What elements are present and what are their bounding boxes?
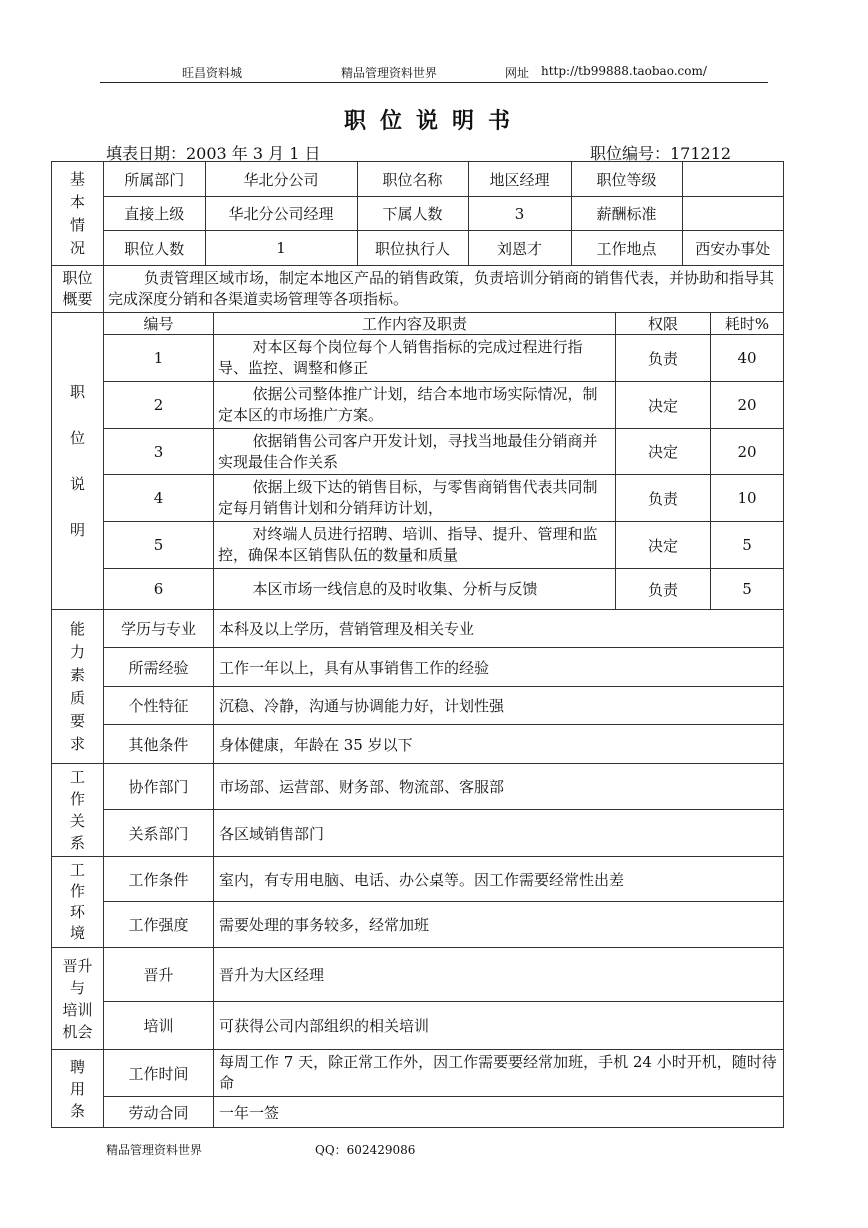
- duty-authority: 决定: [616, 429, 711, 475]
- basic-label: 职位人数: [104, 231, 205, 265]
- duty-row: [52, 475, 784, 522]
- section-duties: 职位说明: [52, 313, 104, 610]
- basic-label: 直接上级: [104, 197, 205, 230]
- duty-content: 依据公司整体推广计划，结合本地市场实际情况，制定本区的市场推广方案。: [214, 382, 616, 429]
- basic-value: 刘恩才: [468, 231, 571, 265]
- duties-header-no: 编号: [104, 313, 214, 335]
- environment-row: [52, 902, 784, 948]
- environment-value: 需要处理的事务较多，经常加班: [214, 902, 784, 948]
- relations-label: 关系部门: [104, 810, 214, 857]
- ability-label: 学历与专业: [104, 610, 214, 648]
- duty-row: [52, 335, 784, 382]
- duty-time: 5: [711, 522, 784, 569]
- employment-row: [52, 1097, 784, 1128]
- ability-row: [52, 687, 784, 725]
- ability-label: 所需经验: [104, 648, 214, 687]
- basic-label: 职位名称: [357, 162, 468, 196]
- employment-value: 每周工作 7 天，除正常工作外，因工作需要要经常加班，手机 24 小时开机，随时待命: [214, 1050, 784, 1097]
- duty-authority: 决定: [616, 382, 711, 429]
- duty-content: 对终端人员进行招聘、培训、指导、提升、管理和监控，确保本区销售队伍的数量和质量: [214, 522, 616, 569]
- duties-header-time: 耗时%: [711, 313, 784, 335]
- ability-value: 本科及以上学历，营销管理及相关专业: [214, 610, 784, 648]
- duty-number: 2: [104, 382, 214, 429]
- promotion-row: [52, 948, 784, 1002]
- duty-content: 依据上级下达的销售目标，与零售商销售代表共同制定每月销售计划和分销拜访计划，: [214, 475, 616, 522]
- duty-content: 依据销售公司客户开发计划，寻找当地最佳分销商并实现最佳合作关系: [214, 429, 616, 475]
- relations-row: [52, 764, 784, 810]
- ability-row: [52, 725, 784, 764]
- relations-value: 各区域销售部门: [214, 810, 784, 857]
- basic-label: 下属人数: [357, 197, 468, 230]
- header-shop-name: 旺昌资料城: [182, 66, 243, 80]
- relations-value: 市场部、运营部、财务部、物流部、客服部: [214, 764, 784, 810]
- duty-number: 3: [104, 429, 214, 475]
- basic-label: 职位执行人: [357, 231, 468, 265]
- duty-authority: 负责: [616, 569, 711, 610]
- basic-row: [52, 197, 784, 231]
- promotion-label: 晋升: [104, 948, 214, 1002]
- section-relations: 工作关系: [52, 764, 104, 857]
- duty-number: 4: [104, 475, 214, 522]
- duty-time: 10: [711, 475, 784, 522]
- environment-label: 工作强度: [104, 902, 214, 948]
- basic-value: [682, 197, 783, 230]
- employment-row: [52, 1050, 784, 1097]
- duty-row: [52, 522, 784, 569]
- basic-value: 华北分公司经理: [205, 197, 357, 230]
- duty-content: 对本区每个岗位每个人销售指标的完成过程进行指导、监控、调整和修正: [214, 335, 616, 382]
- ability-label: 其他条件: [104, 725, 214, 764]
- ability-row: [52, 648, 784, 687]
- duty-number: 5: [104, 522, 214, 569]
- basic-row: [52, 231, 784, 266]
- basic-value: 华北分公司: [205, 162, 357, 196]
- basic-label: 所属部门: [104, 162, 205, 196]
- relations-label: 协作部门: [104, 764, 214, 810]
- section-promotion: 晋升 与 培训 机会: [52, 948, 104, 1050]
- basic-value: 3: [468, 197, 571, 230]
- header-store-name: 精品管理资料世界: [341, 66, 438, 80]
- employment-label: 工作时间: [104, 1050, 214, 1097]
- environment-value: 室内，有专用电脑、电话、办公桌等。因工作需要经常性出差: [214, 857, 784, 902]
- promotion-row: [52, 1002, 784, 1050]
- duty-time: 5: [711, 569, 784, 610]
- ability-row: [52, 610, 784, 648]
- duty-authority: 负责: [616, 475, 711, 522]
- section-basic: 基本情况: [52, 162, 104, 266]
- page-header: [100, 62, 768, 83]
- summary-text: 负责管理区域市场，制定本地区产品的销售政策，负责培训分销商的销售代表，并协助和指导其完成深度分销和各渠道卖场管理等各项指标。: [104, 266, 784, 313]
- basic-value: 西安办事处: [695, 239, 771, 258]
- duty-number: 6: [104, 569, 214, 610]
- summary-row: [52, 266, 784, 313]
- training-value: 可获得公司内部组织的相关培训: [214, 1002, 784, 1050]
- employment-value: 一年一签: [214, 1097, 784, 1128]
- promotion-value: 晋升为大区经理: [214, 948, 784, 1002]
- duties-header-authority: 权限: [616, 313, 711, 335]
- duty-authority: 负责: [616, 335, 711, 382]
- basic-label: 薪酬标准: [571, 197, 682, 230]
- position-code: 职位编号：171212: [590, 144, 732, 163]
- header-site-url[interactable]: http://tb99888.taobao.com/: [541, 64, 707, 78]
- relations-row: [52, 810, 784, 857]
- training-label: 培训: [104, 1002, 214, 1050]
- section-employment: 聘用条: [52, 1050, 104, 1128]
- header-site-label: 网址: [505, 66, 530, 80]
- duty-content: 本区市场一线信息的及时收集、分析与反馈: [214, 569, 616, 610]
- fill-date: 填表日期：2003 年 3 月 1 日: [106, 144, 321, 163]
- duty-time: 20: [711, 382, 784, 429]
- duty-row: [52, 382, 784, 429]
- basic-label: 职位等级: [571, 162, 682, 196]
- ability-value: 沉稳、冷静，沟通与协调能力好，计划性强: [214, 687, 784, 725]
- duties-header-content: 工作内容及职责: [214, 313, 616, 335]
- section-summary: 职位概要: [52, 266, 104, 313]
- basic-value: [682, 162, 783, 196]
- basic-value: 地区经理: [468, 162, 571, 196]
- environment-label: 工作条件: [104, 857, 214, 902]
- ability-value: 身体健康，年龄在 35 岁以下: [214, 725, 784, 764]
- duty-row: [52, 429, 784, 475]
- duties-header-row: [52, 313, 784, 335]
- duty-row: [52, 569, 784, 610]
- employment-label: 劳动合同: [104, 1097, 214, 1128]
- section-ability: 能力素质要求: [52, 610, 104, 764]
- footer-qq: QQ：602429086: [315, 1143, 416, 1157]
- duty-number: 1: [104, 335, 214, 382]
- ability-value: 工作一年以上，具有从事销售工作的经验: [214, 648, 784, 687]
- document-title: 职位说明书: [343, 108, 524, 134]
- section-environment: 工作环境: [52, 857, 104, 948]
- footer-store-name: 精品管理资料世界: [106, 1143, 203, 1157]
- ability-label: 个性特征: [104, 687, 214, 725]
- basic-label: 工作地点: [571, 231, 682, 265]
- duty-authority: 决定: [616, 522, 711, 569]
- job-description-table: [51, 161, 784, 1128]
- duty-time: 40: [711, 335, 784, 382]
- environment-row: [52, 857, 784, 902]
- basic-row: [52, 162, 784, 197]
- duty-time: 20: [711, 429, 784, 475]
- basic-value: 1: [205, 231, 357, 265]
